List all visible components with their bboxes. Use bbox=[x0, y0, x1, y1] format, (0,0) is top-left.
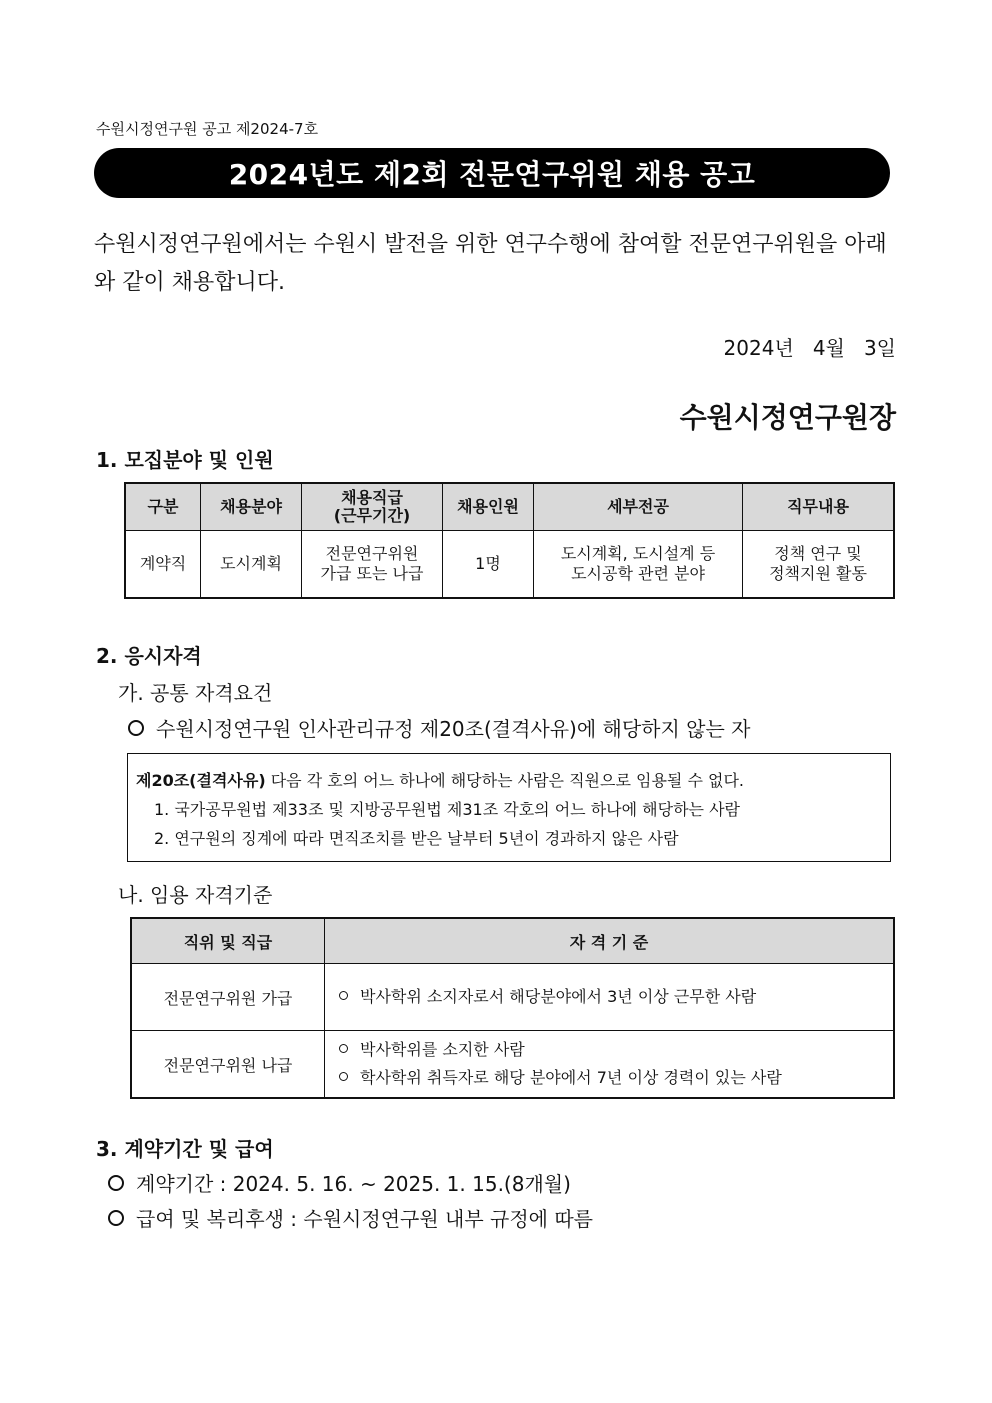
table-header: 직위 및 직급 bbox=[131, 918, 325, 964]
circle-bullet-icon bbox=[128, 720, 144, 736]
box-lead-text: 다음 각 호의 어느 하나에 해당하는 사람은 직원으로 임용될 수 없다. bbox=[265, 771, 744, 790]
box-lead-bold: 제20조(결격사유) bbox=[136, 771, 266, 790]
common-requirement: 수원시정연구원 인사관리규정 제20조(결격사유)에 해당하지 않는 자 bbox=[128, 713, 750, 742]
circle-bullet-icon bbox=[339, 1072, 348, 1081]
table-cell: 전문연구위원 가급 또는 나급 bbox=[302, 531, 443, 599]
subsection-b-heading: 나. 임용 자격기준 bbox=[118, 883, 273, 907]
table-header: 채용분야 bbox=[201, 483, 302, 531]
table-cell: 전문연구위원 나급 bbox=[131, 1031, 325, 1099]
table-cell: 정책 연구 및 정책지원 활동 bbox=[743, 531, 895, 599]
announcement-number: 수원시정연구원 공고 제2024-7호 bbox=[96, 120, 319, 138]
table-header: 채용직급 (근무기간) bbox=[302, 483, 443, 531]
box-item: 2. 연구원의 징계에 따라 면직조치를 받은 날부터 5년이 경과하지 않은 사람 bbox=[154, 829, 679, 848]
table-cell: 박사학위를 소지한 사람 학사학위 취득자로 해당 분야에서 7년 이상 경력이 있는 사람 bbox=[325, 1031, 895, 1099]
table-row bbox=[131, 964, 894, 1031]
table-header: 세부전공 bbox=[534, 483, 743, 531]
salary-benefits: 급여 및 복리후생 : 수원시정연구원 내부 규정에 따름 bbox=[108, 1203, 593, 1232]
section-1-heading: 1. 모집분야 및 인원 bbox=[96, 448, 274, 472]
table-header: 채용인원 bbox=[443, 483, 534, 531]
circle-bullet-icon bbox=[108, 1175, 124, 1191]
circle-bullet-icon bbox=[108, 1210, 124, 1226]
table-cell: 도시계획 bbox=[201, 531, 302, 599]
table-header: 직무내용 bbox=[743, 483, 895, 531]
table-header: 자 격 기 준 bbox=[325, 918, 895, 964]
table-row bbox=[125, 531, 894, 599]
disqualification-box bbox=[127, 753, 891, 862]
table-cell: 박사학위 소지자로서 해당분야에서 3년 이상 근무한 사람 bbox=[325, 964, 895, 1031]
recruitment-table bbox=[124, 482, 895, 599]
table-row bbox=[131, 1031, 894, 1099]
box-item: 1. 국가공무원법 제33조 및 지방공무원법 제31조 각호의 어느 하나에 해당하는 사람 bbox=[154, 800, 740, 819]
contract-period: 계약기간 : 2024. 5. 16. ~ 2025. 1. 15.(8개월) bbox=[108, 1168, 571, 1197]
circle-bullet-icon bbox=[339, 1044, 348, 1053]
signer: 수원시정연구원장 bbox=[679, 401, 896, 434]
intro-paragraph: 수원시정연구원에서는 수원시 발전을 위한 연구수행에 참여할 전문연구위원을 아래와 같이 채용합니다. bbox=[94, 232, 887, 295]
circle-bullet-icon bbox=[339, 991, 348, 1000]
announcement-date: 2024년 4월 3일 bbox=[723, 336, 896, 360]
section-3-heading: 3. 계약기간 및 급여 bbox=[96, 1137, 274, 1161]
subsection-a-heading: 가. 공통 자격요건 bbox=[118, 681, 273, 705]
table-cell: 전문연구위원 가급 bbox=[131, 964, 325, 1031]
section-2-heading: 2. 응시자격 bbox=[96, 644, 202, 668]
table-cell: 계약직 bbox=[125, 531, 201, 599]
page-title: 2024년도 제2회 전문연구위원 채용 공고 bbox=[94, 148, 890, 198]
qualification-table bbox=[130, 917, 895, 1099]
table-cell: 1명 bbox=[443, 531, 534, 599]
table-header: 구분 bbox=[125, 483, 201, 531]
table-cell: 도시계획, 도시설계 등 도시공학 관련 분야 bbox=[534, 531, 743, 599]
